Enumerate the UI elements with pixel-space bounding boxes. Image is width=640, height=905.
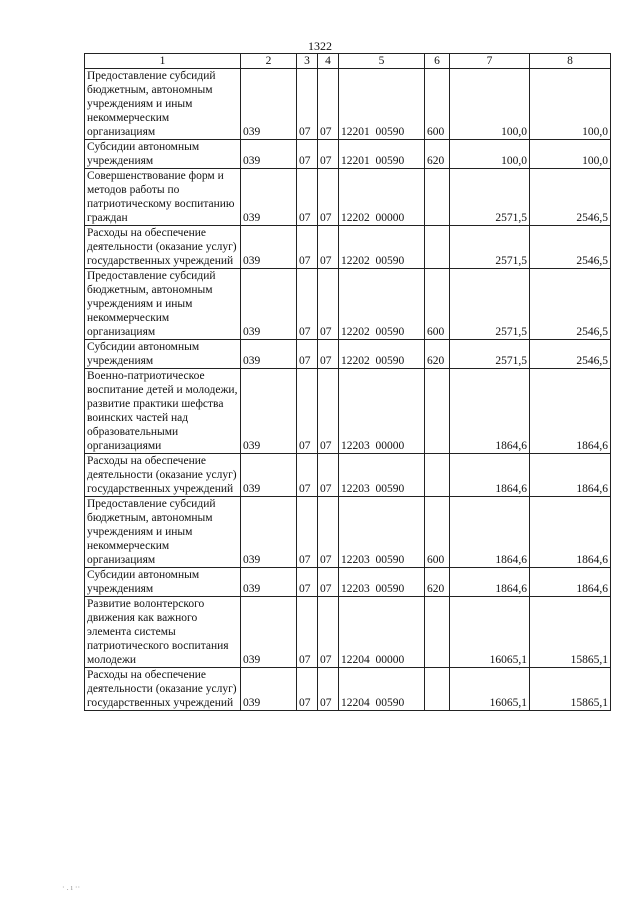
header-col-1: 1 <box>85 54 241 69</box>
row-target-article: 12201 00590 <box>339 140 425 169</box>
row-target-article: 12202 00590 <box>339 340 425 369</box>
row-name: Предоставление субсидий бюджетным, автономным учреждениям и иным некоммерческим организациям <box>85 269 241 340</box>
row-amount-1: 1864,6 <box>450 568 530 597</box>
row-section: 07 <box>297 226 318 269</box>
row-subsection: 07 <box>318 69 339 140</box>
row-name: Предоставление субсидий бюджетным, автономным учреждениям и иным некоммерческим организациям <box>85 69 241 140</box>
row-amount-2: 2546,5 <box>530 340 611 369</box>
row-name: Расходы на обеспечение деятельности (оказание услуг) государственных учреждений <box>85 454 241 497</box>
table-row <box>85 269 611 340</box>
row-amount-2: 1864,6 <box>530 497 611 568</box>
row-expense-type: 620 <box>425 140 450 169</box>
row-target-article: 12204 00590 <box>339 668 425 711</box>
row-section: 07 <box>297 568 318 597</box>
row-name: Совершенствование форм и методов работы по патриотическому воспитанию граждан <box>85 169 241 226</box>
row-amount-1: 1864,6 <box>450 454 530 497</box>
row-amount-1: 100,0 <box>450 69 530 140</box>
row-ministry-code: 039 <box>241 668 297 711</box>
row-ministry-code: 039 <box>241 69 297 140</box>
row-name: Субсидии автономным учреждениям <box>85 340 241 369</box>
table-row <box>85 169 611 226</box>
row-amount-2: 2546,5 <box>530 226 611 269</box>
row-ministry-code: 039 <box>241 340 297 369</box>
header-row <box>85 54 611 69</box>
row-amount-2: 100,0 <box>530 140 611 169</box>
header-col-3: 3 <box>297 54 318 69</box>
row-target-article: 12203 00590 <box>339 568 425 597</box>
row-name: Расходы на обеспечение деятельности (оказание услуг) государственных учреждений <box>85 226 241 269</box>
row-subsection: 07 <box>318 568 339 597</box>
header-col-8: 8 <box>530 54 611 69</box>
row-subsection: 07 <box>318 140 339 169</box>
header-col-7: 7 <box>450 54 530 69</box>
row-target-article: 12202 00590 <box>339 269 425 340</box>
table-row <box>85 497 611 568</box>
row-subsection: 07 <box>318 597 339 668</box>
row-expense-type <box>425 668 450 711</box>
row-ministry-code: 039 <box>241 497 297 568</box>
row-expense-type <box>425 226 450 269</box>
row-expense-type <box>425 169 450 226</box>
row-amount-2: 2546,5 <box>530 269 611 340</box>
table-row <box>85 340 611 369</box>
row-target-article: 12201 00590 <box>339 69 425 140</box>
row-name: Субсидии автономным учреждениям <box>85 568 241 597</box>
header-col-5: 5 <box>339 54 425 69</box>
row-amount-1: 16065,1 <box>450 597 530 668</box>
row-section: 07 <box>297 69 318 140</box>
row-section: 07 <box>297 597 318 668</box>
table-row <box>85 369 611 454</box>
row-name: Военно-патриотическое воспитание детей и молодежи, развитие практики шефства воинских частей над образовательными организациями <box>85 369 241 454</box>
table-row <box>85 226 611 269</box>
table-row <box>85 597 611 668</box>
header-col-2: 2 <box>241 54 297 69</box>
row-expense-type <box>425 454 450 497</box>
row-expense-type: 620 <box>425 568 450 597</box>
row-section: 07 <box>297 169 318 226</box>
table-row <box>85 568 611 597</box>
page-number: 1322 <box>308 39 332 53</box>
table-row <box>85 140 611 169</box>
row-expense-type: 600 <box>425 269 450 340</box>
row-section: 07 <box>297 369 318 454</box>
row-subsection: 07 <box>318 269 339 340</box>
row-amount-1: 16065,1 <box>450 668 530 711</box>
row-ministry-code: 039 <box>241 269 297 340</box>
row-amount-1: 2571,5 <box>450 226 530 269</box>
row-target-article: 12204 00000 <box>339 597 425 668</box>
row-target-article: 12203 00590 <box>339 454 425 497</box>
row-subsection: 07 <box>318 169 339 226</box>
row-amount-2: 2546,5 <box>530 169 611 226</box>
row-subsection: 07 <box>318 226 339 269</box>
row-amount-1: 2571,5 <box>450 269 530 340</box>
row-expense-type: 600 <box>425 69 450 140</box>
row-amount-1: 2571,5 <box>450 340 530 369</box>
row-ministry-code: 039 <box>241 568 297 597</box>
header-col-4: 4 <box>318 54 339 69</box>
row-ministry-code: 039 <box>241 369 297 454</box>
row-expense-type <box>425 597 450 668</box>
row-section: 07 <box>297 340 318 369</box>
row-name: Развитие волонтерского движения как важного элемента системы патриотического воспитания молодежи <box>85 597 241 668</box>
row-section: 07 <box>297 140 318 169</box>
row-amount-2: 1864,6 <box>530 568 611 597</box>
row-amount-1: 100,0 <box>450 140 530 169</box>
row-expense-type <box>425 369 450 454</box>
row-amount-1: 2571,5 <box>450 169 530 226</box>
row-ministry-code: 039 <box>241 454 297 497</box>
row-subsection: 07 <box>318 668 339 711</box>
row-target-article: 12202 00000 <box>339 169 425 226</box>
row-amount-2: 100,0 <box>530 69 611 140</box>
table-row <box>85 668 611 711</box>
row-amount-2: 15865,1 <box>530 668 611 711</box>
header-col-6: 6 <box>425 54 450 69</box>
row-amount-2: 1864,6 <box>530 369 611 454</box>
row-name: Субсидии автономным учреждениям <box>85 140 241 169</box>
scan-specks: · . ı ·· <box>62 883 81 892</box>
row-expense-type: 620 <box>425 340 450 369</box>
row-subsection: 07 <box>318 369 339 454</box>
row-ministry-code: 039 <box>241 226 297 269</box>
row-amount-1: 1864,6 <box>450 369 530 454</box>
row-amount-2: 1864,6 <box>530 454 611 497</box>
row-section: 07 <box>297 497 318 568</box>
row-name: Предоставление субсидий бюджетным, автономным учреждениям и иным некоммерческим организациям <box>85 497 241 568</box>
row-name: Расходы на обеспечение деятельности (оказание услуг) государственных учреждений <box>85 668 241 711</box>
row-ministry-code: 039 <box>241 140 297 169</box>
row-target-article: 12203 00000 <box>339 369 425 454</box>
table-row <box>85 69 611 140</box>
row-target-article: 12203 00590 <box>339 497 425 568</box>
row-amount-1: 1864,6 <box>450 497 530 568</box>
row-ministry-code: 039 <box>241 169 297 226</box>
row-target-article: 12202 00590 <box>339 226 425 269</box>
budget-table <box>84 53 611 711</box>
row-section: 07 <box>297 269 318 340</box>
row-section: 07 <box>297 454 318 497</box>
row-ministry-code: 039 <box>241 597 297 668</box>
row-subsection: 07 <box>318 340 339 369</box>
table-row <box>85 454 611 497</box>
row-amount-2: 15865,1 <box>530 597 611 668</box>
row-subsection: 07 <box>318 454 339 497</box>
row-subsection: 07 <box>318 497 339 568</box>
row-section: 07 <box>297 668 318 711</box>
row-expense-type: 600 <box>425 497 450 568</box>
